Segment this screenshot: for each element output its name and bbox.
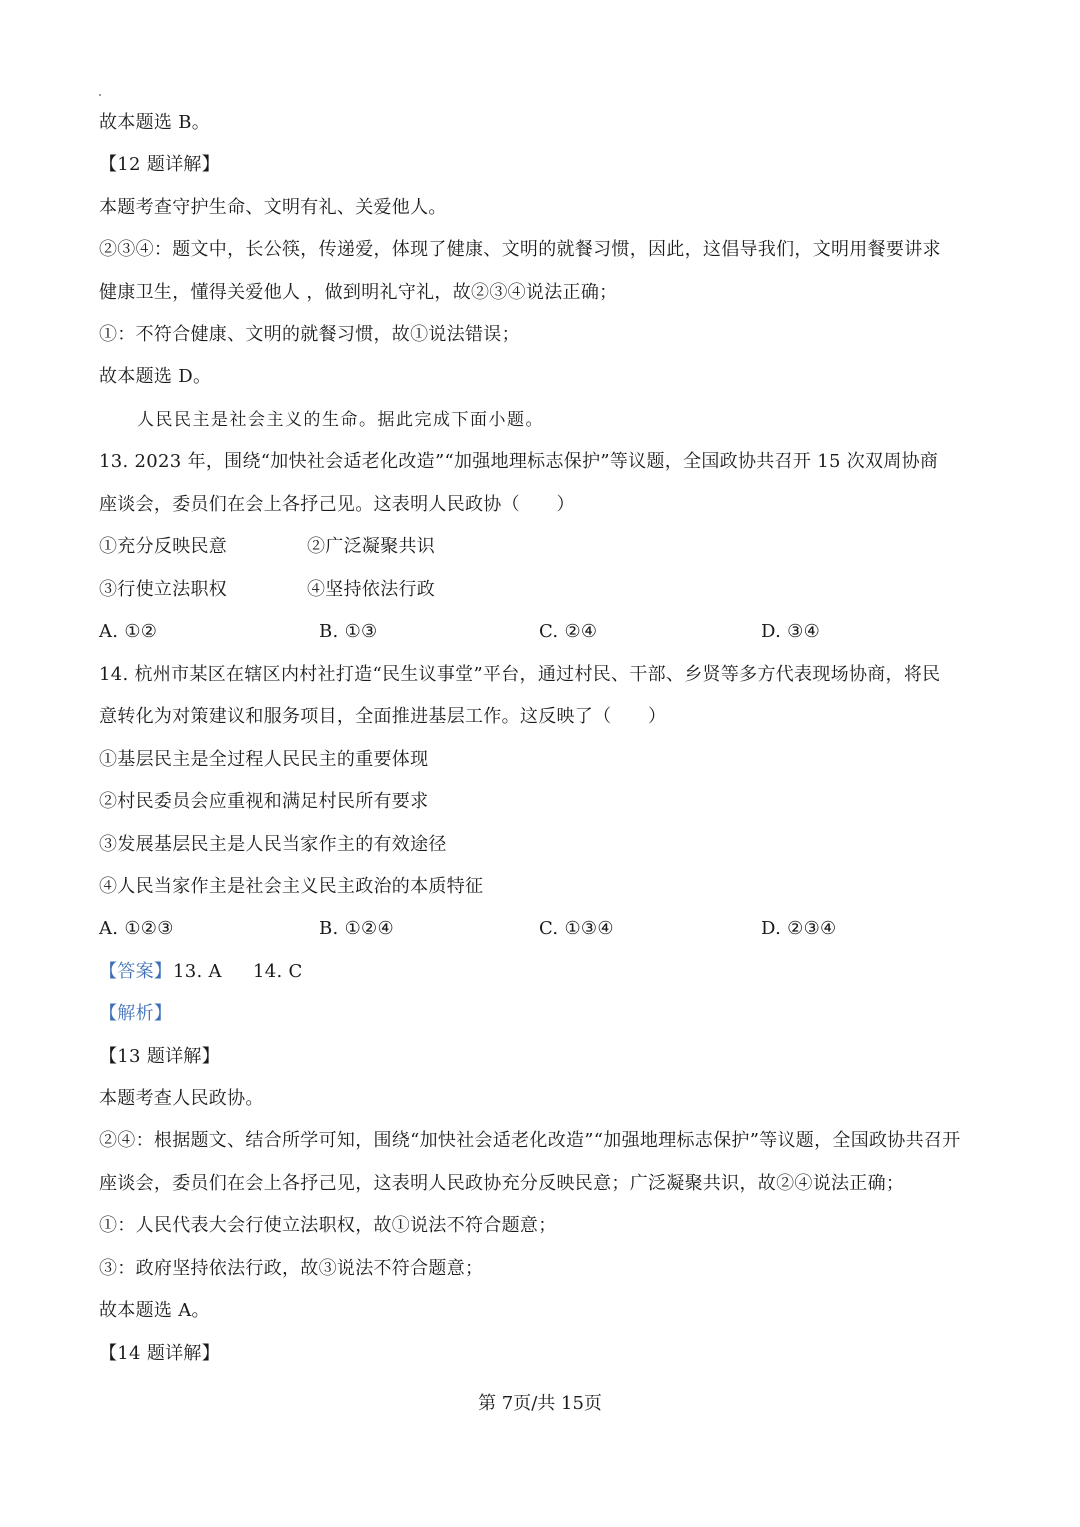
q14-option-d: D. ②③④ xyxy=(761,918,837,939)
question-13-stem: 座谈会，委员们在会上各抒己见。这表明人民政协（ ） xyxy=(99,494,575,515)
answer-q13: 13. A xyxy=(173,961,222,982)
q13-statement-row xyxy=(99,575,982,605)
q13-options-row xyxy=(99,617,982,647)
answer-row xyxy=(99,957,982,987)
q13-statement: ③行使立法职权 xyxy=(99,579,228,600)
text-line: ③：政府坚持依法行政，故③说法不符合题意； xyxy=(99,1258,484,1279)
q14-option-b: B. ①②④ xyxy=(319,918,394,939)
q14-statement: ③发展基层民主是人民当家作主的有效途径 xyxy=(99,834,447,855)
q14-statement: ②村民委员会应重视和满足村民所有要求 xyxy=(99,791,429,812)
question-13-stem: 13. 2023 年，围绕“加快社会适老化改造”“加强地理标志保护”等议题，全国政协共召开 15 次双周协商 xyxy=(99,451,939,472)
section-heading: 【12 题详解】 xyxy=(99,154,221,175)
q13-statement: ①充分反映民意 xyxy=(99,536,228,557)
q13-statement: ②广泛凝聚共识 xyxy=(307,536,436,557)
q14-option-a: A. ①②③ xyxy=(99,918,174,939)
section-heading: 【13 题详解】 xyxy=(99,1046,221,1067)
question-14-stem: 意转化为对策建议和服务项目，全面推进基层工作。这反映了（ ） xyxy=(99,706,667,727)
text-line: ②④：根据题文、结合所学可知，围绕“加快社会适老化改造”“加强地理标志保护”等议题，全国政协共召开 xyxy=(99,1130,961,1151)
analysis-label: 【解析】 xyxy=(99,1003,173,1024)
q13-statement-row xyxy=(99,532,982,562)
q14-statement: ①基层民主是全过程人民民主的重要体现 xyxy=(99,749,429,770)
q13-option-a: A. ①② xyxy=(99,621,158,642)
text-line: 故本题选 A。 xyxy=(99,1300,210,1321)
q14-statement: ④人民当家作主是社会主义民主政治的本质特征 xyxy=(99,876,484,897)
q14-options-row xyxy=(99,914,982,944)
text-line: 故本题选 B。 xyxy=(99,112,211,133)
text-line: 本题考查人民政协。 xyxy=(99,1088,264,1109)
q13-option-b: B. ①③ xyxy=(319,621,378,642)
q13-statement: ④坚持依法行政 xyxy=(307,579,436,600)
answer-label: 【答案】 xyxy=(99,961,173,982)
text-line: 故本题选 D。 xyxy=(99,366,212,387)
text-line: ①：人民代表大会行使立法职权，故①说法不符合题意； xyxy=(99,1215,557,1236)
q14-option-c: C. ①③④ xyxy=(539,918,614,939)
text-line: 健康卫生，懂得关爱他人 ，做到明礼守礼，故②③④说法正确； xyxy=(99,282,618,303)
answer-q14: 14. C xyxy=(253,961,303,982)
material-intro: 人民民主是社会主义的生命。据此完成下面小题。 xyxy=(137,410,544,430)
page-number-footer: 第 7页/共 15页 xyxy=(478,1393,602,1414)
question-14-stem: 14. 杭州市某区在辖区内村社打造“民生议事堂”平台，通过村民、干部、乡贤等多方代表现场协商，将民 xyxy=(99,664,941,685)
q13-option-c: C. ②④ xyxy=(539,621,598,642)
section-heading: 【14 题详解】 xyxy=(99,1343,221,1364)
q13-option-d: D. ③④ xyxy=(761,621,821,642)
text-line: 座谈会，委员们在会上各抒己见，这表明人民政协充分反映民意；广泛凝聚共识，故②④说法正确； xyxy=(99,1173,905,1194)
text-line: ②③④：题文中，长公筷，传递爱，体现了健康、文明的就餐习惯，因此，这倡导我们，文明用餐要讲求 xyxy=(99,239,941,260)
text-line: 本题考查守护生命、文明有礼、关爱他人。 xyxy=(99,197,447,218)
text-line: ①：不符合健康、文明的就餐习惯，故①说法错误； xyxy=(99,324,520,345)
stray-mark xyxy=(99,94,101,96)
